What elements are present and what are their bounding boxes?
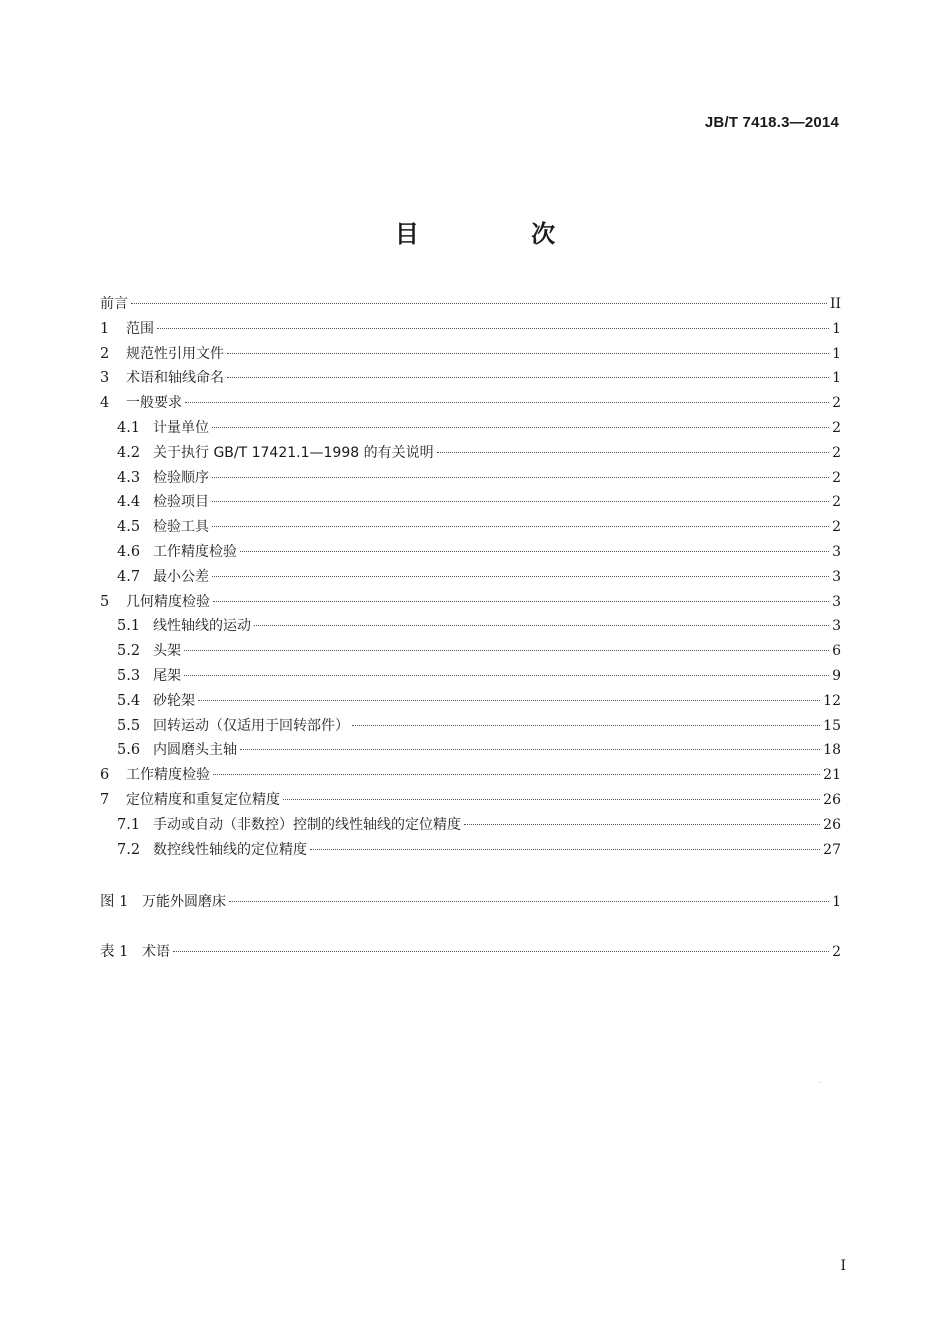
toc-page: 2 — [832, 494, 841, 511]
toc-page: 1 — [832, 370, 841, 387]
toc-number: 4.2 — [117, 444, 141, 461]
toc-number: 4.5 — [117, 519, 141, 536]
toc-page: II — [829, 296, 841, 312]
toc-page: 1 — [832, 320, 841, 337]
toc-title: 规范性引用文件 — [126, 345, 224, 362]
toc-title: 内圆磨头主轴 — [153, 742, 237, 759]
toc-title: 工作精度检验 — [153, 543, 237, 560]
toc-entry[interactable] — [100, 342, 841, 367]
toc-title: 最小公差 — [153, 568, 209, 585]
dot-leader — [212, 427, 829, 428]
toc-number: 7.2 — [117, 841, 141, 858]
standard-code: JB/T 7418.3—2014 — [704, 114, 839, 131]
toc-entry[interactable] — [100, 639, 841, 664]
toc-page: 26 — [823, 816, 841, 833]
dot-leader — [131, 303, 827, 304]
toc-title: 检验工具 — [153, 519, 209, 536]
toc-title: 线性轴线的运动 — [153, 618, 251, 635]
dot-leader — [212, 526, 829, 527]
toc-entry[interactable] — [100, 763, 841, 788]
toc-page: 3 — [832, 543, 841, 560]
toc-page: 1 — [832, 345, 841, 362]
toc-entry[interactable] — [100, 515, 841, 540]
dot-leader — [212, 477, 829, 478]
toc-title: 计量单位 — [153, 419, 209, 436]
toc-number: 4.1 — [117, 419, 141, 436]
toc-number: 7.1 — [117, 816, 141, 833]
toc-page: 2 — [832, 419, 841, 436]
toc-entry[interactable] — [100, 391, 841, 416]
toc-title: 目 次 — [394, 220, 608, 248]
toc-number: 4.7 — [117, 568, 141, 585]
toc-number: 1 — [100, 320, 110, 337]
figure-number: 图 1 — [100, 894, 129, 910]
toc-entry[interactable] — [100, 714, 841, 739]
toc-number: 4.6 — [117, 543, 141, 560]
dot-leader — [437, 452, 829, 453]
toc-title: 回转运动（仅适用于回转部件） — [153, 717, 349, 734]
toc-entry[interactable] — [100, 565, 841, 590]
toc-title: 砂轮架 — [153, 692, 195, 709]
toc-page: 18 — [823, 742, 841, 759]
dot-leader — [254, 625, 829, 626]
toc-page: 2 — [832, 395, 841, 412]
toc-number: 4.4 — [117, 494, 141, 511]
dot-leader — [283, 799, 820, 800]
dot-leader — [240, 749, 820, 750]
toc-entry[interactable] — [100, 292, 841, 317]
dot-leader — [229, 901, 829, 902]
toc-title: 检验项目 — [153, 494, 209, 511]
dot-leader — [212, 501, 829, 502]
toc-page: 12 — [823, 692, 841, 709]
table-title: 术语 — [142, 944, 170, 960]
dot-leader — [198, 700, 820, 701]
toc-page: 26 — [823, 791, 841, 808]
toc-title: 尾架 — [153, 667, 181, 684]
toc-title: 前言 — [100, 296, 128, 312]
toc-entry[interactable] — [100, 317, 841, 342]
toc-page: 15 — [823, 717, 841, 734]
toc-page: 9 — [832, 667, 841, 684]
figure-page: 1 — [832, 894, 841, 910]
toc-entry[interactable] — [100, 838, 841, 863]
dot-leader — [213, 774, 820, 775]
toc-list — [100, 292, 841, 862]
toc-title: 检验顺序 — [153, 469, 209, 486]
toc-number: 6 — [100, 767, 110, 784]
toc-number: 3 — [100, 370, 110, 387]
toc-entry[interactable] — [100, 738, 841, 763]
toc-page: 27 — [823, 841, 841, 858]
dot-leader — [227, 377, 829, 378]
toc-page: 3 — [832, 568, 841, 585]
toc-entry[interactable] — [100, 813, 841, 838]
toc-page: 3 — [832, 593, 841, 610]
toc-entry[interactable] — [100, 664, 841, 689]
toc-number: 5.2 — [117, 643, 141, 660]
toc-entry[interactable] — [100, 490, 841, 515]
figure-title: 万能外圆磨床 — [142, 894, 226, 910]
toc-page: 6 — [832, 643, 841, 660]
toc-title: 头架 — [153, 643, 181, 660]
dot-leader — [227, 353, 829, 354]
toc-number: 5.1 — [117, 618, 141, 635]
toc-number: 5.5 — [117, 717, 141, 734]
toc-entry[interactable] — [100, 416, 841, 441]
dot-leader — [184, 675, 829, 676]
toc-entry[interactable] — [100, 689, 841, 714]
toc-page: 2 — [832, 519, 841, 536]
toc-title: 关于执行 GB/T 17421.1—1998 的有关说明 — [153, 444, 434, 461]
dot-leader — [185, 402, 829, 403]
dot-leader — [184, 650, 829, 651]
dot-leader — [240, 551, 829, 552]
toc-number: 5.6 — [117, 742, 141, 759]
dot-leader — [157, 328, 829, 329]
dot-leader — [352, 725, 820, 726]
toc-entry[interactable] — [100, 466, 841, 491]
toc-title: 工作精度检验 — [126, 767, 210, 784]
scan-speck — [820, 1082, 821, 1083]
toc-title: 定位精度和重复定位精度 — [126, 791, 280, 808]
toc-page: 21 — [823, 767, 841, 784]
toc-number: 5.4 — [117, 692, 141, 709]
dot-leader — [173, 951, 829, 952]
toc-page: 3 — [832, 618, 841, 635]
toc-number: 2 — [100, 345, 110, 362]
dot-leader — [212, 576, 829, 577]
toc-number: 7 — [100, 791, 110, 808]
table-entry[interactable] — [100, 940, 841, 965]
table-list — [100, 940, 841, 965]
toc-number: 4.3 — [117, 469, 141, 486]
toc-title: 数控线性轴线的定位精度 — [153, 841, 307, 858]
dot-leader — [213, 601, 829, 602]
table-page: 2 — [832, 944, 841, 960]
toc-title: 手动或自动（非数控）控制的线性轴线的定位精度 — [153, 816, 461, 833]
figure-list — [100, 890, 841, 915]
toc-title: 范围 — [126, 320, 154, 337]
dot-leader — [464, 824, 820, 825]
page-number: I — [840, 1258, 846, 1274]
toc-page: 2 — [832, 444, 841, 461]
toc-entry[interactable] — [100, 540, 841, 565]
toc-page: 2 — [832, 469, 841, 486]
toc-entry[interactable] — [100, 788, 841, 813]
toc-entry[interactable] — [100, 366, 841, 391]
dot-leader — [310, 849, 820, 850]
table-number: 表 1 — [100, 944, 129, 960]
toc-entry[interactable] — [100, 441, 841, 466]
toc-number: 4 — [100, 395, 110, 412]
toc-number: 5.3 — [117, 667, 141, 684]
figure-entry[interactable] — [100, 890, 841, 915]
toc-title: 术语和轴线命名 — [126, 370, 224, 387]
toc-entry[interactable] — [100, 590, 841, 615]
toc-number: 5 — [100, 593, 110, 610]
toc-title: 几何精度检验 — [126, 593, 210, 610]
toc-entry[interactable] — [100, 614, 841, 639]
toc-title: 一般要求 — [126, 395, 182, 412]
